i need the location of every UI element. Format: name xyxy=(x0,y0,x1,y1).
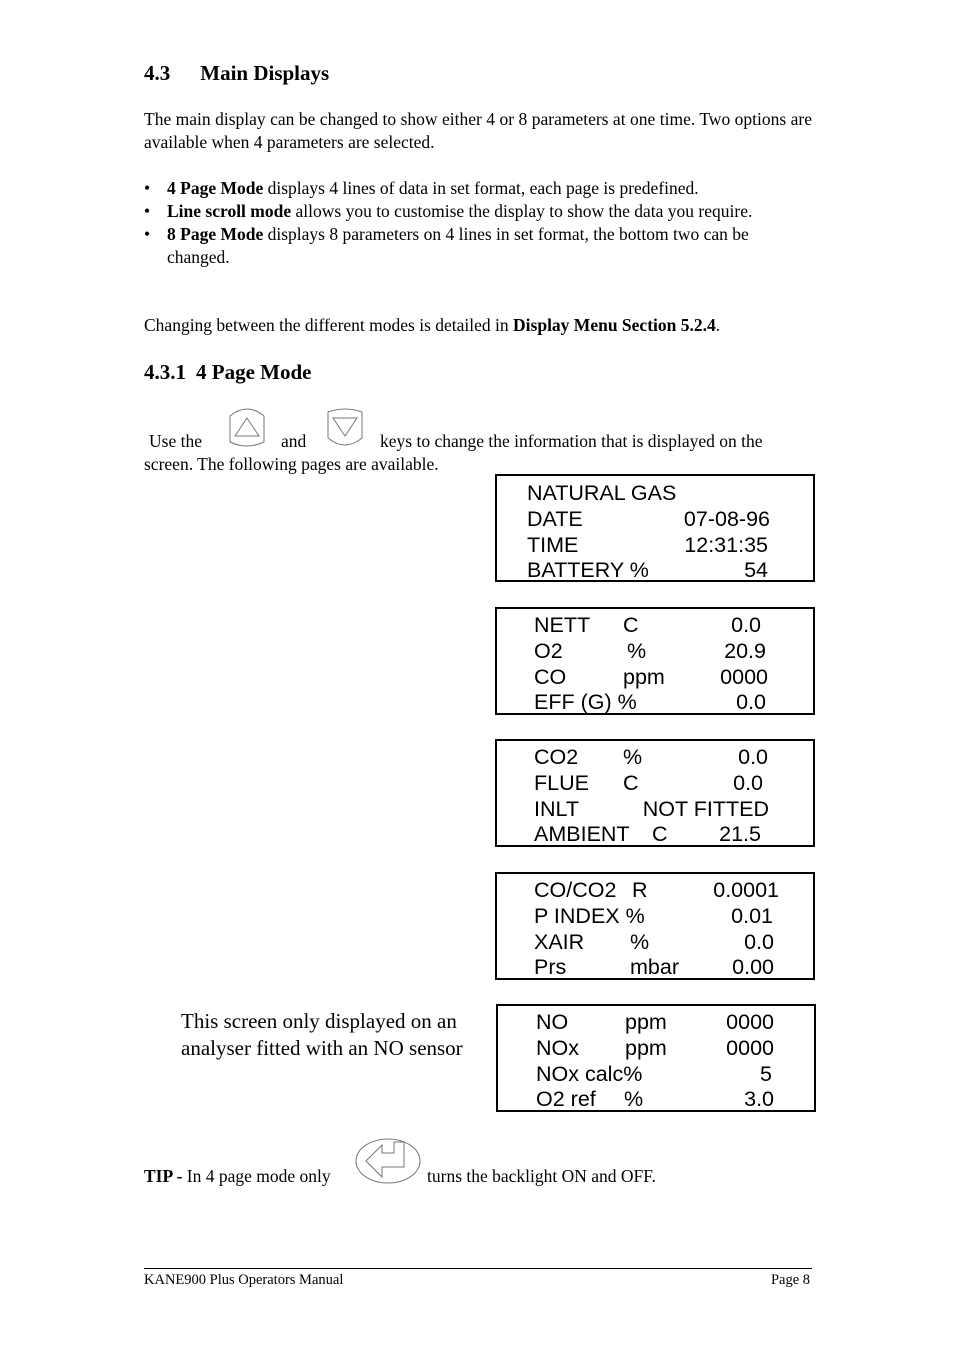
lcd-value: 0.0 xyxy=(738,745,768,769)
lcd-label: CO/CO2 xyxy=(534,878,617,902)
lcd-label: P INDEX % xyxy=(534,904,645,928)
lcd-label: NO xyxy=(536,1010,569,1034)
changing-reference: Display Menu Section 5.2.4 xyxy=(513,315,716,335)
lcd-value: 54 xyxy=(744,558,768,582)
footer-rule xyxy=(144,1268,812,1269)
lcd-value: NOT FITTED xyxy=(642,797,769,821)
lcd-row xyxy=(497,877,813,903)
lcd-label: TIME xyxy=(527,533,579,557)
list-item xyxy=(144,223,812,269)
no-sensor-note xyxy=(181,1008,463,1062)
section-heading xyxy=(144,61,329,86)
lcd-value: 0.00 xyxy=(732,955,774,979)
lcd-row xyxy=(497,796,813,822)
footer-manual-title: KANE900 Plus Operators Manual xyxy=(144,1272,344,1288)
lcd-label: Prs xyxy=(534,955,567,979)
lcd-unit: C xyxy=(623,613,639,637)
tip-label: TIP - xyxy=(144,1166,183,1186)
lcd-row xyxy=(497,689,813,715)
bullet-icon: • xyxy=(144,224,151,244)
lcd-label: XAIR xyxy=(534,930,585,954)
lcd-row xyxy=(497,664,813,690)
lcd-row xyxy=(497,612,813,638)
lcd-screen-3 xyxy=(495,739,815,847)
lcd-row xyxy=(498,1035,814,1061)
lcd-row xyxy=(497,557,813,583)
use-the-text: Use the xyxy=(149,431,202,451)
lcd-unit: ppm xyxy=(623,665,665,689)
lcd-row xyxy=(498,1086,814,1112)
lcd-label: NOx calc% xyxy=(536,1062,643,1086)
section-title: Main Displays xyxy=(200,61,330,85)
lcd-screen-2 xyxy=(495,607,815,715)
changing-text: Changing between the different modes is detailed in xyxy=(144,315,514,335)
changing-paragraph xyxy=(144,314,720,337)
lcd-label: AMBIENT xyxy=(534,822,630,846)
lcd-value: 0.0001 xyxy=(713,878,779,902)
lcd-value: 20.9 xyxy=(724,639,766,663)
bullet-term: 4 Page Mode xyxy=(167,178,264,198)
lcd-row xyxy=(497,532,813,558)
lcd-screen-5 xyxy=(496,1004,816,1112)
tip-end-text: turns the backlight ON and OFF. xyxy=(427,1166,656,1186)
bullet-list xyxy=(144,177,812,269)
intro-paragraph: The main display can be changed to show either 4 or 8 parameters at one time. Two options are available when 4 parameters are selected. xyxy=(144,109,812,152)
lcd-value: 12:31:35 xyxy=(684,533,768,557)
lcd-value: 07-08-96 xyxy=(683,507,770,531)
list-item xyxy=(144,177,812,200)
lcd-row xyxy=(497,638,813,664)
bullet-icon: • xyxy=(144,178,151,198)
subsection-title: 4 Page Mode xyxy=(196,360,312,384)
lcd-unit: ppm xyxy=(625,1010,667,1034)
lcd-label: EFF (G) % xyxy=(534,690,637,714)
lcd-row xyxy=(497,954,813,980)
bullet-term: Line scroll mode xyxy=(167,201,292,221)
subsection-heading xyxy=(144,360,311,385)
lcd-value: 3.0 xyxy=(744,1087,774,1111)
lcd-row xyxy=(497,506,813,532)
keys-description-continued: screen. The following pages are available. xyxy=(144,454,439,474)
lcd-label: O2 ref xyxy=(536,1087,596,1111)
lcd-unit: R xyxy=(632,878,648,902)
lcd-value: 0.0 xyxy=(733,771,763,795)
up-arrow-key-icon xyxy=(226,406,268,450)
lcd-screen-1 xyxy=(495,474,815,582)
lcd-row xyxy=(497,929,813,955)
bullet-icon: • xyxy=(144,201,151,221)
lcd-unit: % xyxy=(624,1087,644,1111)
lcd-screen-4 xyxy=(495,872,815,980)
tip-body: In 4 page mode only xyxy=(182,1166,331,1186)
lcd-row xyxy=(497,770,813,796)
lcd-value: 0.0 xyxy=(744,930,774,954)
note-line: analyser fitted with an NO sensor xyxy=(181,1036,463,1060)
lcd-value: 5 xyxy=(760,1062,772,1086)
lcd-unit: ppm xyxy=(625,1036,667,1060)
lcd-row xyxy=(497,903,813,929)
lcd-row xyxy=(498,1009,814,1035)
bullet-text: displays 4 lines of data in set format, each page is predefined. xyxy=(263,178,699,198)
lcd-label: NOx xyxy=(536,1036,579,1060)
lcd-label: INLT xyxy=(534,797,579,821)
lcd-row xyxy=(497,744,813,770)
lcd-value: 0000 xyxy=(726,1036,774,1060)
lcd-label: BATTERY % xyxy=(527,558,649,582)
lcd-value: 0.0 xyxy=(731,613,761,637)
lcd-value: 21.5 xyxy=(719,822,761,846)
lcd-value: 0.01 xyxy=(731,904,773,928)
changing-end: . xyxy=(715,315,721,335)
and-text: and xyxy=(281,431,307,451)
enter-backlight-key-icon xyxy=(354,1136,422,1186)
footer-page-number: Page 8 xyxy=(770,1272,810,1288)
lcd-unit: mbar xyxy=(630,955,679,979)
lcd-label: O2 xyxy=(534,639,563,663)
lcd-unit: C xyxy=(623,771,639,795)
tip-text xyxy=(144,1165,331,1188)
lcd-value: 0.0 xyxy=(736,690,766,714)
bullet-text: allows you to customise the display to show the data you require. xyxy=(291,201,753,221)
note-line: This screen only displayed on an xyxy=(181,1009,457,1033)
lcd-label: NATURAL GAS xyxy=(527,481,677,505)
lcd-label: CO2 xyxy=(534,745,579,769)
lcd-row xyxy=(498,1061,814,1087)
keys-description: keys to change the information that is displayed on the xyxy=(380,431,763,451)
down-arrow-key-icon xyxy=(324,406,366,450)
section-number: 4.3 xyxy=(144,61,171,85)
lcd-unit: % xyxy=(623,745,643,769)
bullet-text: displays 8 parameters on 4 lines in set format, the bottom two can be changed. xyxy=(167,224,749,267)
subsection-number: 4.3.1 xyxy=(144,360,186,384)
lcd-label: DATE xyxy=(527,507,583,531)
lcd-unit: % xyxy=(627,639,647,663)
lcd-value: 0000 xyxy=(720,665,768,689)
lcd-label: CO xyxy=(534,665,567,689)
lcd-row xyxy=(497,480,813,506)
lcd-label: NETT xyxy=(534,613,591,637)
lcd-unit: % xyxy=(630,930,650,954)
list-item xyxy=(144,200,762,223)
lcd-row xyxy=(497,821,813,847)
lcd-unit: C xyxy=(652,822,668,846)
lcd-label: FLUE xyxy=(534,771,589,795)
lcd-value: 0000 xyxy=(726,1010,774,1034)
bullet-term: 8 Page Mode xyxy=(167,224,264,244)
